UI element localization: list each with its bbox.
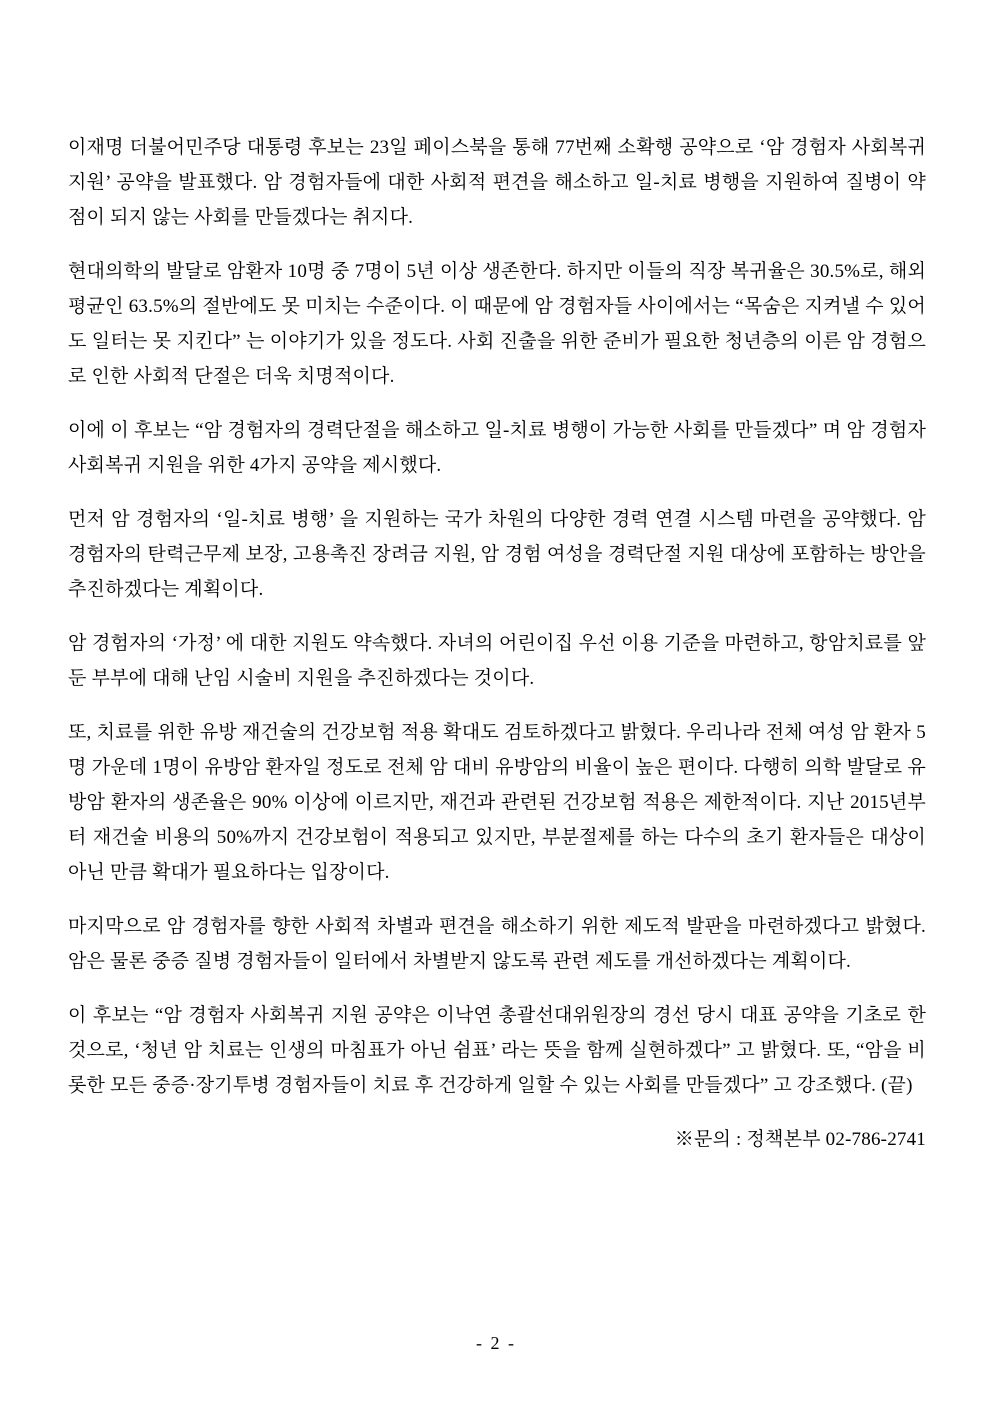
paragraph-pledge-summary: 이에 이 후보는 “암 경험자의 경력단절을 해소하고 일-치료 병행이 가능한 사회를 만들겠다” 며 암 경험자 사회복귀 지원을 위한 4가지 공약을 제시했다. [68, 420, 926, 476]
paragraph-statistics: 현대의학의 발달로 암환자 10명 중 7명이 5년 이상 생존한다. 하지만 이들의 직장 복귀율은 30.5%로, 해외 평균인 63.5%의 절반에도 못 미치는 수준이다. 이 때문에 암 경험자들 사이에서는 “목숨은 지켜낼 수 있어도 일터는 못 지킨다” 는 이야기가 있을 정도다. 사회 진출을 위한 준비가 필요한 청년층의 이른 암 경험으로 인한 사회적 단절은 더욱 치명적이다. [68, 261, 926, 387]
page-number: - 2 - [476, 1333, 516, 1353]
paragraph-intro: 이재명 더불어민주당 대통령 후보는 23일 페이스북을 통해 77번째 소확행 공약으로 ‘암 경험자 사회복귀 지원’ 공약을 발표했다. 암 경험자들에 대한 사회적 편견을 해소하고 일-치료 병행을 지원하여 질병이 약점이 되지 않는 사회를 만들겠다는 취지다. [68, 137, 926, 228]
paragraph-institutional-reform: 마지막으로 암 경험자를 향한 사회적 차별과 편견을 해소하기 위한 제도적 발판을 마련하겠다고 밝혔다. 암은 물론 중증 질병 경험자들이 일터에서 차별받지 않도록 관련 제도를 개선하겠다는 계획이다. [68, 916, 926, 972]
contact-line: ※문의 : 정책본부 02-786-2741 [674, 1129, 926, 1150]
paragraph-closing-quote: 이 후보는 “암 경험자 사회복귀 지원 공약은 이낙연 총괄선대위원장의 경선 당시 대표 공약을 기초로 한 것으로, ‘청년 암 치료는 인생의 마침표가 아닌 쉼표’ 라는 뜻을 함께 실현하겠다” 고 밝혔다. 또, “암을 비롯한 모든 중증·장기투병 경험자들이 치료 후 건강하게 일할 수 있는 사회를 만들겠다” 고 강조했다. (끝) [68, 1005, 926, 1096]
paragraph-family-support: 암 경험자의 ‘가정’ 에 대한 지원도 약속했다. 자녀의 어린이집 우선 이용 기준을 마련하고, 항암치료를 앞둔 부부에 대해 난임 시술비 지원을 추진하겠다는 것이다. [68, 633, 926, 689]
press-release-body [68, 130, 926, 1157]
paragraph-career-support: 먼저 암 경험자의 ‘일-치료 병행’ 을 지원하는 국가 차원의 다양한 경력 연결 시스템 마련을 공약했다. 암 경험자의 탄력근무제 보장, 고용촉진 장려금 지원, 암 경험 여성을 경력단절 지원 대상에 포함하는 방안을 추진하겠다는 계획이다. [68, 509, 926, 600]
paragraph-insurance-coverage: 또, 치료를 위한 유방 재건술의 건강보험 적용 확대도 검토하겠다고 밝혔다. 우리나라 전체 여성 암 환자 5명 가운데 1명이 유방암 환자일 정도로 전체 암 대비 유방암의 비율이 높은 편이다. 다행히 의학 발달로 유방암 환자의 생존율은 90% 이상에 이르지만, 재건과 관련된 건강보험 적용은 제한적이다. 지난 2015년부터 재건술 비용의 50%까지 건강보험이 적용되고 있지만, 부분절제를 하는 다수의 초기 환자들은 대상이 아닌 만큼 확대가 필요하다는 입장이다. [68, 722, 926, 883]
